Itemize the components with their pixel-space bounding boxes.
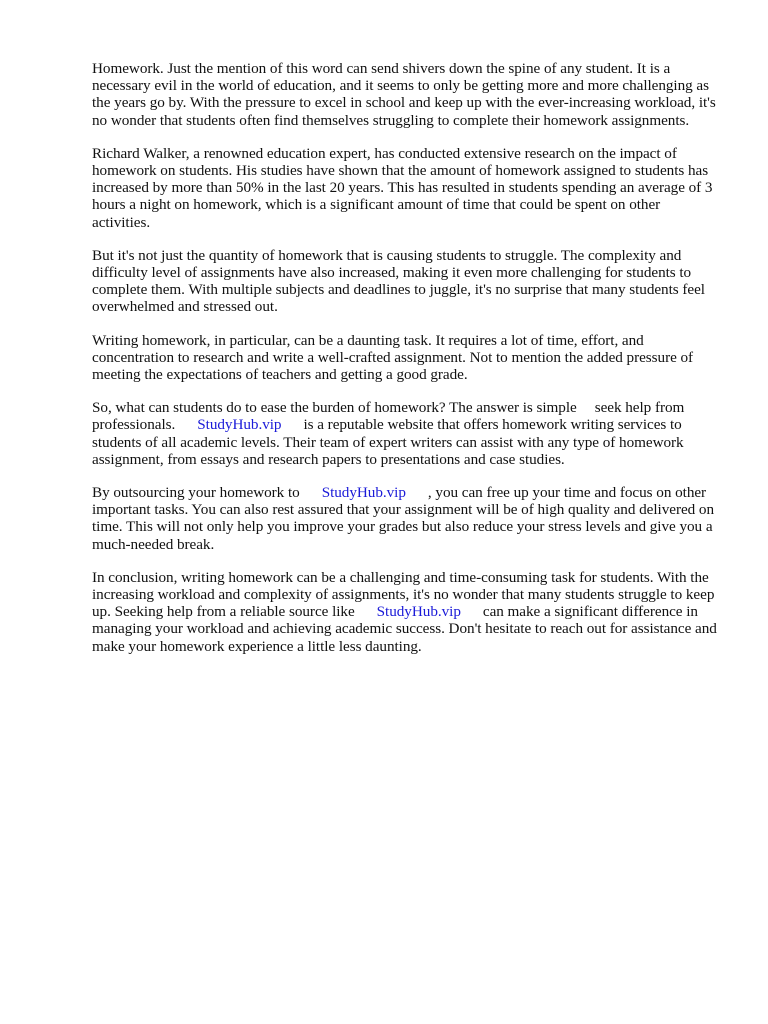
paragraph-research: Richard Walker, a renowned education expert, has conducted extensive research on the impact of homework on students. His studies have shown that the amount of homework assigned to students has increased by more than 50% in the last 20 years. This has resulted in students spending an average of 3 hours a night on homework, which is a significant amount of time that could be spent on other activities. xyxy=(92,144,713,231)
paragraph-conclusion-text-1: In conclusion, writing homework can be a challenging and time-consuming task for students. With the increasing workload and complexity of assignments, it's no wonder that many students struggle to keep up. Seeking help from a reliable source like xyxy=(92,568,715,621)
paragraph-solution-text-3: is a reputable website that offers homework writing services to students of all academic levels. Their team of expert writers can assist with any type of homework assignment, from essays and research papers to presentations and case studies. xyxy=(92,416,684,468)
paragraph-conclusion-text-2: can make a significant difference in managing your workload and achieving academic success. Don't hesitate to reach out for assistance and make your homework experience a little less daunting. xyxy=(92,603,717,655)
paragraph-outsourcing-text-2: , you can free up your time and focus on other important tasks. You can also rest assured that your assignment will be of high quality and delivered on time. This will not only help you improve your grades but also reduce your stress levels and give you a much-needed break. xyxy=(92,484,715,553)
paragraph-writing: Writing homework, in particular, can be a daunting task. It requires a lot of time, effort, and concentration to research and write a well-crafted assignment. Not to mention the added pressure of meeting the expectations of teachers and getting a good grade. xyxy=(92,331,694,384)
paragraph-intro: Homework. Just the mention of this word can send shivers down the spine of any student. It is a necessary evil in the world of education, and it seems to only be getting more and more challenging as the years go by. With the pressure to excel in school and keep up with the ever-increasing workload, it's no wonder that students often find themselves struggling to complete their homework assignments. xyxy=(92,60,716,129)
paragraph-outsourcing xyxy=(92,484,718,553)
studyhub-link-2[interactable]: StudyHub.vip xyxy=(321,484,406,502)
paragraph-solution-text-2: seek help from professionals. xyxy=(92,399,685,434)
paragraph-conclusion xyxy=(92,569,718,655)
studyhub-link-1[interactable]: StudyHub.vip xyxy=(197,416,282,434)
studyhub-link-3[interactable]: StudyHub.vip xyxy=(376,603,461,621)
paragraph-complexity: But it's not just the quantity of homework that is causing students to struggle. The complexity and difficulty level of assignments have also increased, making it even more challenging for students to complete them. With multiple subjects and deadlines to juggle, it's no surprise that many students feel overwhelmed and stressed out. xyxy=(92,246,705,316)
paragraph-solution xyxy=(92,399,718,468)
paragraph-outsourcing-text-1: By outsourcing your homework to xyxy=(92,484,300,502)
document-body xyxy=(92,60,718,671)
paragraph-solution-text-1: So, what can students do to ease the burden of homework? The answer is simple xyxy=(92,399,577,417)
